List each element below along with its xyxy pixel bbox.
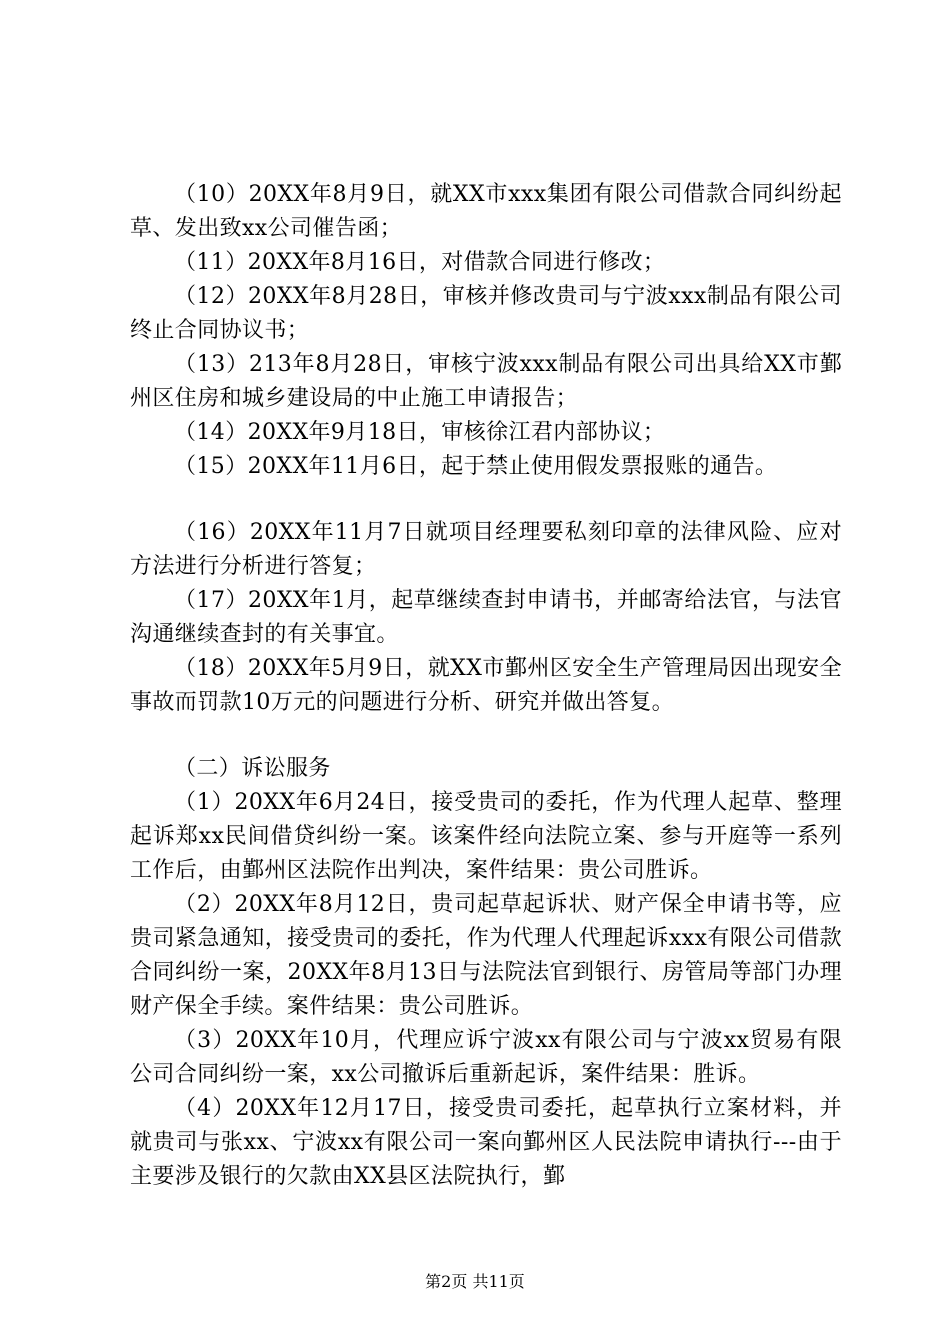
paragraph-14: （14）20XX年9月18日，审核徐江君内部协议； [174, 420, 666, 445]
litigation-item-3: （3）20XX年10月，代理应诉宁波xx有限公司与宁波xx贸易有限公司合同纠纷一案，xx公司撤诉后重新起诉，案件结果：胜诉。 [130, 1028, 842, 1087]
litigation-item-2: （2）20XX年8月12日，贵司起草起诉状、财产保全申请书等，应贵司紧急通知，接受贵司的委托，作为代理人代理起诉xxx有限公司借款合同纠纷一案，20XX年8月13日与法院法官到银行、房管局等部门办理财产保全手续。案件结果：贵公司胜诉。 [130, 892, 842, 1019]
paragraph-11: （11）20XX年8月16日，对借款合同进行修改； [174, 250, 666, 275]
paragraph-15: （15）20XX年11月6日，起于禁止使用假发票报账的通告。 [174, 454, 778, 479]
litigation-item-4: （4）20XX年12月17日，接受贵司委托，起草执行立案材料，并就贵司与张xx、宁波xx有限公司一案向鄞州区人民法院申请执行---由于主要涉及银行的欠款由XX县区法院执行，鄞 [130, 1096, 842, 1189]
document-body [130, 178, 842, 1194]
paragraph-17: （17）20XX年1月，起草继续查封申请书，并邮寄给法官，与法官沟通继续查封的有关事宜。 [130, 588, 842, 647]
paragraph-gap [130, 720, 842, 752]
page-number-footer: 第2页 共11页 [425, 1272, 525, 1291]
litigation-item-1: （1）20XX年6月24日，接受贵司的委托，作为代理人起草、整理起诉郑xx民间借贷纠纷一案。该案件经向法院立案、参与开庭等一系列工作后，由鄞州区法院作出判决，案件结果：贵公司胜诉。 [130, 790, 842, 883]
paragraph-16: （16）20XX年11月7日就项目经理要私刻印章的法律风险、应对方法进行分析进行答复； [130, 520, 842, 579]
paragraph-18: （18）20XX年5月9日，就XX市鄞州区安全生产管理局因出现安全事故而罚款10万元的问题进行分析、研究并做出答复。 [130, 656, 842, 715]
paragraph-10: （10）20XX年8月9日，就XX市xxx集团有限公司借款合同纠纷起草、发出致xx公司催告函； [130, 182, 842, 241]
paragraph-13: （13）213年8月28日，审核宁波xxx制品有限公司出具给XX市鄞州区住房和城乡建设局的中止施工申请报告； [130, 352, 842, 411]
paragraph-12: （12）20XX年8月28日，审核并修改贵司与宁波xxx制品有限公司终止合同协议书； [130, 284, 842, 343]
paragraph-gap [130, 484, 842, 516]
section-heading-litigation: （二）诉讼服务 [174, 756, 331, 781]
